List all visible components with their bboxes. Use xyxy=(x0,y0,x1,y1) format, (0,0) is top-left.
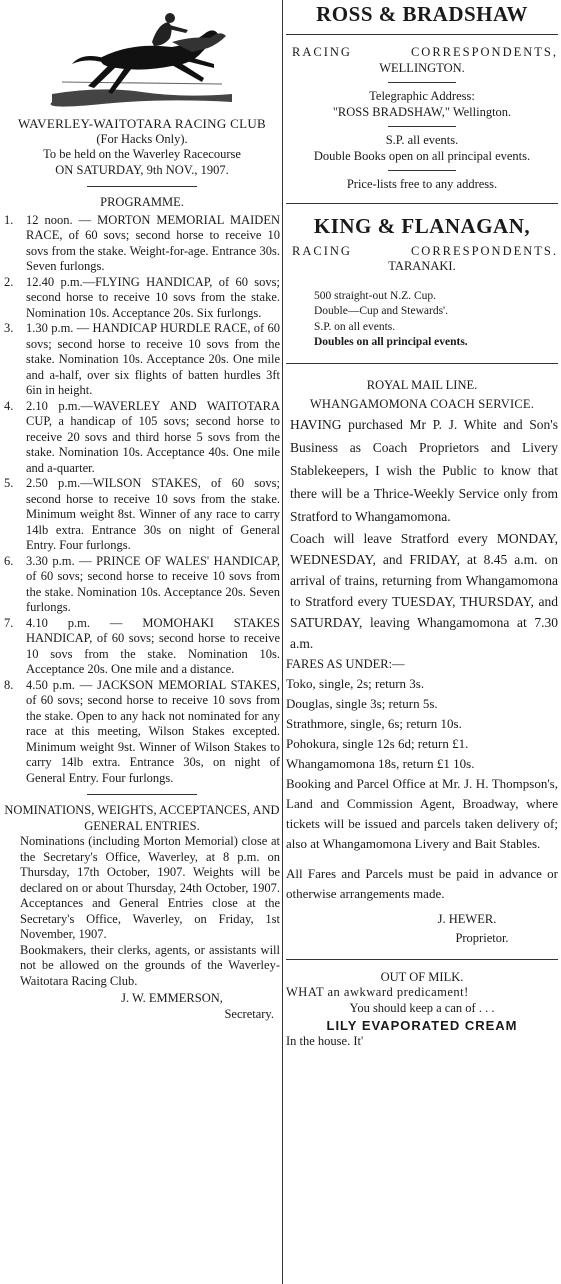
coach-schedule-paragraph: Coach will leave Stratford every MONDAY, WEDNESDAY, and FRIDAY, at 8.45 a.m. on arrival of trains, returning from Whangamomona to Stratford every TUESDAY, THURSDAY, and SATURDAY, leaving Whangamomona at 7.30 a.m. xyxy=(290,530,558,651)
king-region: TARANAKI. xyxy=(388,259,456,273)
section-rule xyxy=(286,959,558,960)
programme-item xyxy=(4,678,280,787)
programme-item xyxy=(4,476,280,554)
racing-label: RACING xyxy=(292,243,352,258)
section-rule xyxy=(286,203,558,204)
programme-item-number: 2. xyxy=(4,274,14,289)
programme-item-number: 8. xyxy=(4,677,14,692)
fare-line: Whangamomona 18s, return £1 10s. xyxy=(286,755,475,771)
programme-item-text: 3.30 p.m. — PRINCE OF WALES' HANDICAP, of 60 sovs; second horse to receive 10 sovs from the stake. Nomination 10s. Acceptance 20s. Seven furlongs. xyxy=(26,553,280,614)
royal-mail-heading: ROYAL MAIL LINE. xyxy=(366,377,478,392)
milk-line-1: WHAT an awkward predicament! xyxy=(286,985,469,999)
programme-item-number: 7. xyxy=(4,615,14,630)
programme-item-text: 4.10 p.m. — MOMOHAKI STAKES HANDICAP, of 60 sovs; second horse to receive 10 sovs from the stake. Nomination 10s. Acceptance 20s. One mile and a distance. xyxy=(26,615,280,676)
coach-intro-paragraph: HAVING purchased Mr P. J. White and Son's Business as Coach Proprietors and Livery Stablekeepers, I wish the Public to know that there will be a Thrice-Weekly Service only from Stratford to Whangamomona. xyxy=(290,416,558,524)
programme-item-text: 4.50 p.m. — JACKSON MEMORIAL STAKES, of 60 sovs; second horse to receive 10 sovs from the stake. Open to any hack not nominated for any race at this meeting, Wilson Stakes excepted. Minimum weight 9st. Winner of Wilson Stakes to carry 14lb extra. Entrance 30s, on night of General Entry. Four furlongs. xyxy=(26,677,280,785)
king-line-1: 500 straight-out N.Z. Cup. xyxy=(314,289,437,302)
section-rule xyxy=(388,82,456,83)
proprietor-name: J. HEWER. xyxy=(437,911,497,926)
coach-service-heading: WHANGAMOMONA COACH SERVICE. xyxy=(309,397,535,411)
programme-item-text: 2.50 p.m.—WILSON STAKES, of 60 sovs; second horse to receive 10 sovs from the stake. Minimum weight 8st. Winner of any race to carry 14lb extra. Entrance 30s on night of General Entry. Four furlongs. xyxy=(26,476,280,552)
correspondents-label: CORRESPONDENTS, xyxy=(410,45,558,59)
programme-item-text: 1.30 p.m. — HANDICAP HURDLE RACE, of 60 sovs; second horse to receive 10 sovs from the stake. Nomination 10s. Acceptance 20s. One mile and a-half, over six flights of batten hurdles 3ft 6in in height. xyxy=(26,321,280,397)
telegraphic-label: Telegraphic Address: xyxy=(369,89,475,103)
programme-item-text: 2.10 p.m.—WAVERLEY AND WAITOTARA CUP, a handicap of 105 sovs; second horse to receive 20 sovs and third horse 5 sovs from the stake. Nomination 10s. Acceptance 40s. One mile and a-quarter. xyxy=(26,398,280,475)
ross-racing-line xyxy=(286,45,558,61)
booking-office-paragraph: Booking and Parcel Office at Mr. J. H. Thompson's, Land and Commission Agent, Broadway, where tickets will be issued and parcels taken delivery of; also at Whangamomona Livery and Bait Stables. xyxy=(286,775,558,851)
programme-item xyxy=(4,321,280,399)
ross-city: WELLINGTON. xyxy=(379,60,465,75)
programme-item xyxy=(4,399,280,477)
king-line-2: Double—Cup and Stewards'. xyxy=(314,305,448,317)
fares-heading: FARES AS UNDER:— xyxy=(286,656,405,671)
king-line-3: S.P. on all events. xyxy=(314,320,396,333)
fares-list xyxy=(286,674,558,774)
nominations-text: Nominations (including Morton Memorial) close at the Secretary's Office, Waverley, at 8 p.m. on Thursday, 17th October, 1907. Weights will be declared on or about Thursday, 24th October, 1907. Acceptances and General Entries close at the Secretary's Office, Waverley, on Friday, 1st November, 1907. xyxy=(20,834,280,941)
ross-bradshaw-title: ROSS & BRADSHAW xyxy=(316,2,528,26)
programme-item-number: 4. xyxy=(4,398,14,413)
telegraphic-address: "ROSS BRADSHAW," Wellington. xyxy=(332,104,512,119)
section-rule xyxy=(286,34,558,35)
section-rule xyxy=(87,794,197,795)
meeting-venue: To be held on the Waverley Racecourse xyxy=(43,147,241,161)
price-lists-line: Price-lists free to any address. xyxy=(346,177,498,191)
fare-line: Pohokura, single 12s 6d; return £1. xyxy=(286,735,469,751)
programme-item-number: 6. xyxy=(4,553,14,568)
programme-item xyxy=(4,616,280,678)
programme-list xyxy=(4,213,280,787)
double-books-line: Double Books open on all principal events. xyxy=(313,148,531,163)
column-divider xyxy=(282,0,283,1284)
fare-line: Strathmore, single, 6s; return 10s. xyxy=(286,715,462,731)
right-column xyxy=(286,0,558,1049)
correspondents-label: CORRESPONDENTS. xyxy=(410,243,558,258)
club-title: WAVERLEY-WAITOTARA RACING CLUB xyxy=(18,116,266,131)
programme-item xyxy=(4,554,280,616)
payment-notice: All Fares and Parcels must be paid in advance or otherwise arrangements made. xyxy=(286,865,558,901)
fare-line: Douglas, single 3s; return 5s. xyxy=(286,695,438,711)
king-racing-line xyxy=(286,244,558,260)
secretary-name: J. W. EMMERSON, xyxy=(121,991,223,1005)
racing-label: RACING xyxy=(292,45,352,59)
programme-item-number: 3. xyxy=(4,321,14,335)
milk-line-2: You should keep a can of . . . xyxy=(349,1000,495,1015)
programme-item xyxy=(4,275,280,322)
proprietor-title: Proprietor. xyxy=(455,931,509,945)
programme-heading: PROGRAMME. xyxy=(100,195,184,209)
bookmakers-notice: Bookmakers, their clerks, agents, or assistants will not be allowed on the grounds of the Waverley-Waitotara Racing Club. xyxy=(20,942,280,988)
programme-item-text: 12 noon. — MORTON MEMORIAL MAIDEN RACE, of 60 sovs; second horse to receive 10 sovs from the stake. Weight-for-age. Entrance 30s. Seven furlongs. xyxy=(26,212,280,273)
programme-item-number: 5. xyxy=(4,476,14,490)
programme-item xyxy=(4,213,280,275)
secretary-title: Secretary. xyxy=(224,1006,274,1021)
racehorse-illustration xyxy=(42,2,242,110)
programme-item-number: 1. xyxy=(4,212,14,227)
section-rule xyxy=(87,186,197,187)
programme-item-text: 12.40 p.m.—FLYING HANDICAP, of 60 sovs; second horse to receive 10 sovs from the stake. Nomination 10s. Acceptance 20s. Six furlongs. xyxy=(26,274,280,320)
milk-brand: LILY EVAPORATED CREAM xyxy=(326,1018,518,1033)
king-flanagan-title: KING & FLANAGAN, xyxy=(313,213,531,238)
left-column xyxy=(4,0,280,1022)
king-line-4: Doubles on all principal events. xyxy=(314,336,468,348)
meeting-date: ON SATURDAY, 9th NOV., 1907. xyxy=(55,162,229,177)
section-rule xyxy=(388,126,456,127)
section-rule xyxy=(388,170,456,171)
sp-line: S.P. all events. xyxy=(385,133,459,147)
fare-line: Toko, single, 2s; return 3s. xyxy=(286,675,425,691)
nominations-heading: NOMINATIONS, WEIGHTS, ACCEPTANCES, AND GENERAL ENTRIES. xyxy=(4,803,280,833)
section-rule xyxy=(286,363,558,364)
milk-heading: OUT OF MILK. xyxy=(380,969,464,984)
club-subtitle: (For Hacks Only). xyxy=(96,131,188,146)
milk-line-3: In the house. It' xyxy=(286,1033,364,1048)
